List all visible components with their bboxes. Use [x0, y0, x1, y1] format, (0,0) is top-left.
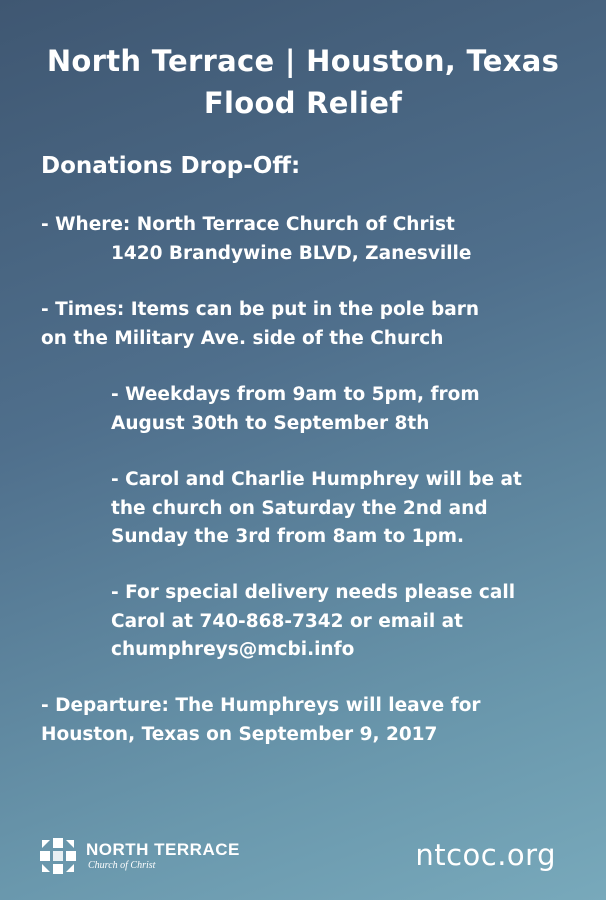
where-block [41, 211, 471, 268]
weekend-line-1: - Carol and Charlie Humphrey will be at [111, 469, 522, 490]
website-link[interactable]: ntcoc.org [415, 838, 556, 872]
title-line-1: North Terrace | Houston, Texas [46, 44, 560, 78]
times-line-1: - Times: Items can be put in the pole barn [41, 299, 480, 320]
departure-line-2: Houston, Texas on September 9, 2017 [41, 723, 438, 745]
where-line-2: 1420 Brandywine BLVD, Zanesville [111, 242, 472, 264]
weekdays-line-1: - Weekdays from 9am to 5pm, from [111, 384, 480, 405]
where-line-1: - Where: North Terrace Church of Christ [41, 214, 455, 235]
weekdays-block [41, 381, 480, 438]
times-block [41, 296, 479, 353]
weekdays-line-2: August 30th to September 8th [111, 412, 430, 434]
title-line-2: Flood Relief [203, 86, 403, 120]
special-line-2: Carol at 740-868-7342 or email at [111, 610, 463, 632]
logo-subtitle: Church of Christ [88, 860, 156, 871]
weekend-line-3: Sunday the 3rd from 8am to 1pm. [111, 526, 465, 547]
page-title [0, 40, 606, 124]
special-block [41, 579, 515, 665]
church-logo [40, 838, 240, 874]
departure-line-1: - Departure: The Humphreys will leave for [41, 695, 481, 716]
weekend-line-2: the church on Saturday the 2nd and [111, 497, 488, 519]
logo-name: NORTH TERRACE [86, 840, 240, 859]
times-line-2: on the Military Ave. side of the Church [41, 327, 444, 349]
section-heading: Donations Drop-Off: [41, 153, 301, 179]
cross-logo-icon [40, 838, 76, 874]
special-email[interactable]: chumphreys@mcbi.info [111, 639, 355, 660]
weekend-block [41, 466, 522, 552]
special-line-1: - For special delivery needs please call [111, 582, 516, 603]
departure-block [41, 692, 481, 749]
logo-text [86, 840, 240, 872]
